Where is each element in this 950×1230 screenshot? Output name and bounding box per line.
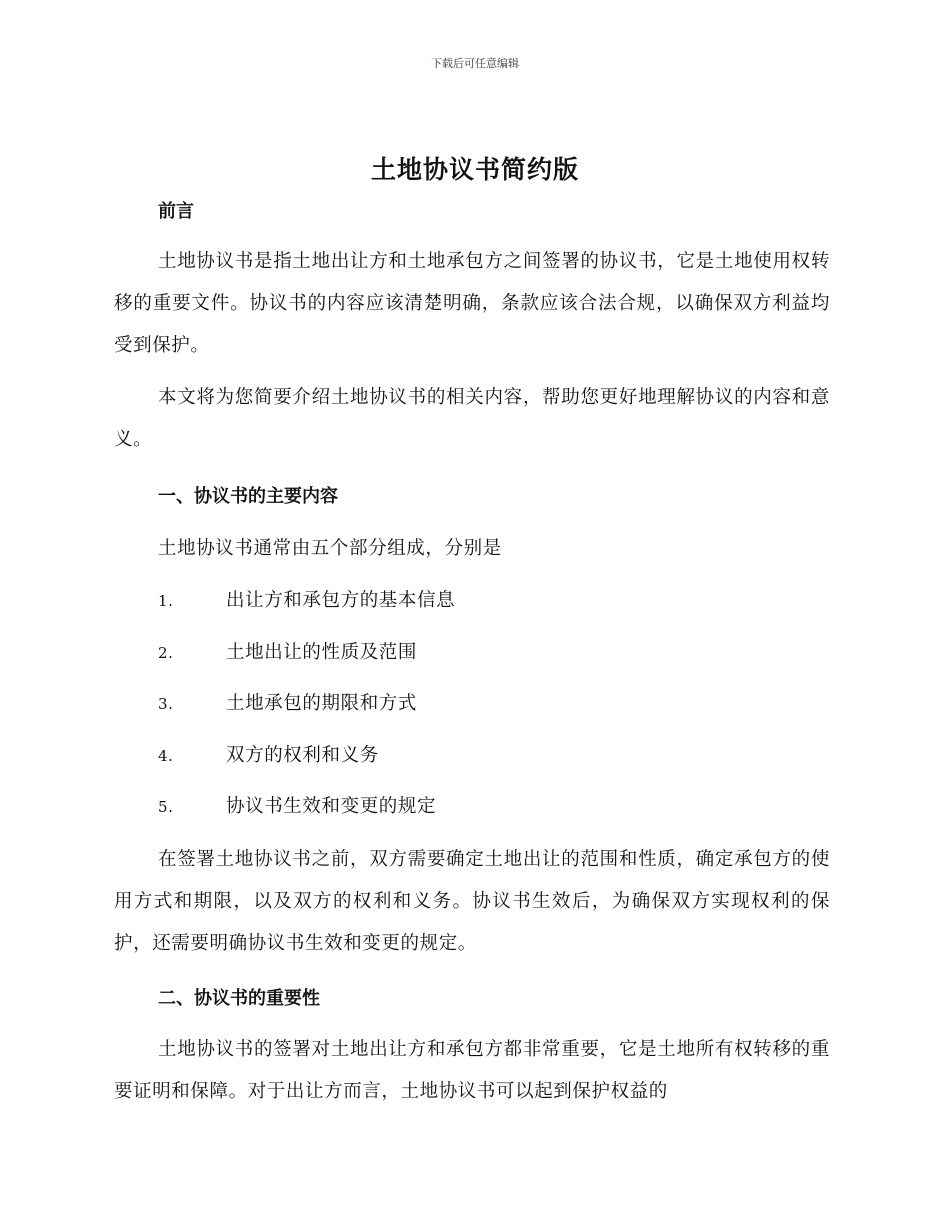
section2-paragraph: 土地协议书的签署对土地出让方和承包方都非常重要，它是土地所有权转移的重要证明和保障。对于出让方而言，土地协议书可以起到保护权益的 — [114, 1038, 830, 1102]
header-note: 下载后可任意编辑 — [431, 57, 519, 70]
preface-heading: 前言 — [158, 201, 194, 222]
section2-heading: 二、协议书的重要性 — [158, 987, 320, 1009]
preface-paragraph-2: 本文将为您简要介绍土地协议书的相关内容，帮助您更好地理解协议的内容和意义。 — [114, 387, 830, 450]
list-number: 3. — [158, 695, 174, 713]
list-text: 协议书生效和变更的规定 — [226, 796, 437, 817]
list-item — [114, 781, 830, 833]
list-number: 5. — [158, 798, 174, 816]
list-number: 1. — [158, 592, 174, 610]
list-item — [114, 575, 830, 627]
list-text: 双方的权利和义务 — [226, 744, 379, 766]
preface-paragraph-1: 土地协议书是指土地出让方和土地承包方之间签署的协议书，它是土地使用权转移的重要文件。协议书的内容应该清楚明确，条款应该合法合规，以确保双方利益均受到保护。 — [114, 251, 830, 356]
section1-closing-paragraph: 在签署土地协议书之前，双方需要确定土地出让的范围和性质，确定承包方的使用方式和期限，以及双方的权利和义务。协议书生效后，为确保双方实现权利的保护，还需要明确协议书生效和变更的规定。 — [114, 848, 830, 954]
document-body — [114, 195, 830, 1113]
list-item — [114, 678, 830, 730]
list-item — [114, 730, 830, 782]
document-title: 土地协议书简约版 — [370, 155, 579, 184]
list-number: 2. — [158, 643, 174, 662]
section1-intro: 土地协议书通常由五个部分组成，分别是 — [158, 538, 502, 559]
list-text: 土地出让的性质及范围 — [226, 641, 418, 663]
section1-heading: 一、协议书的主要内容 — [158, 486, 338, 507]
list-number: 4. — [158, 746, 174, 765]
list-item — [114, 627, 830, 679]
list-text: 土地承包的期限和方式 — [226, 693, 418, 714]
list-text: 出让方和承包方的基本信息 — [226, 590, 456, 611]
content-list — [114, 575, 830, 833]
